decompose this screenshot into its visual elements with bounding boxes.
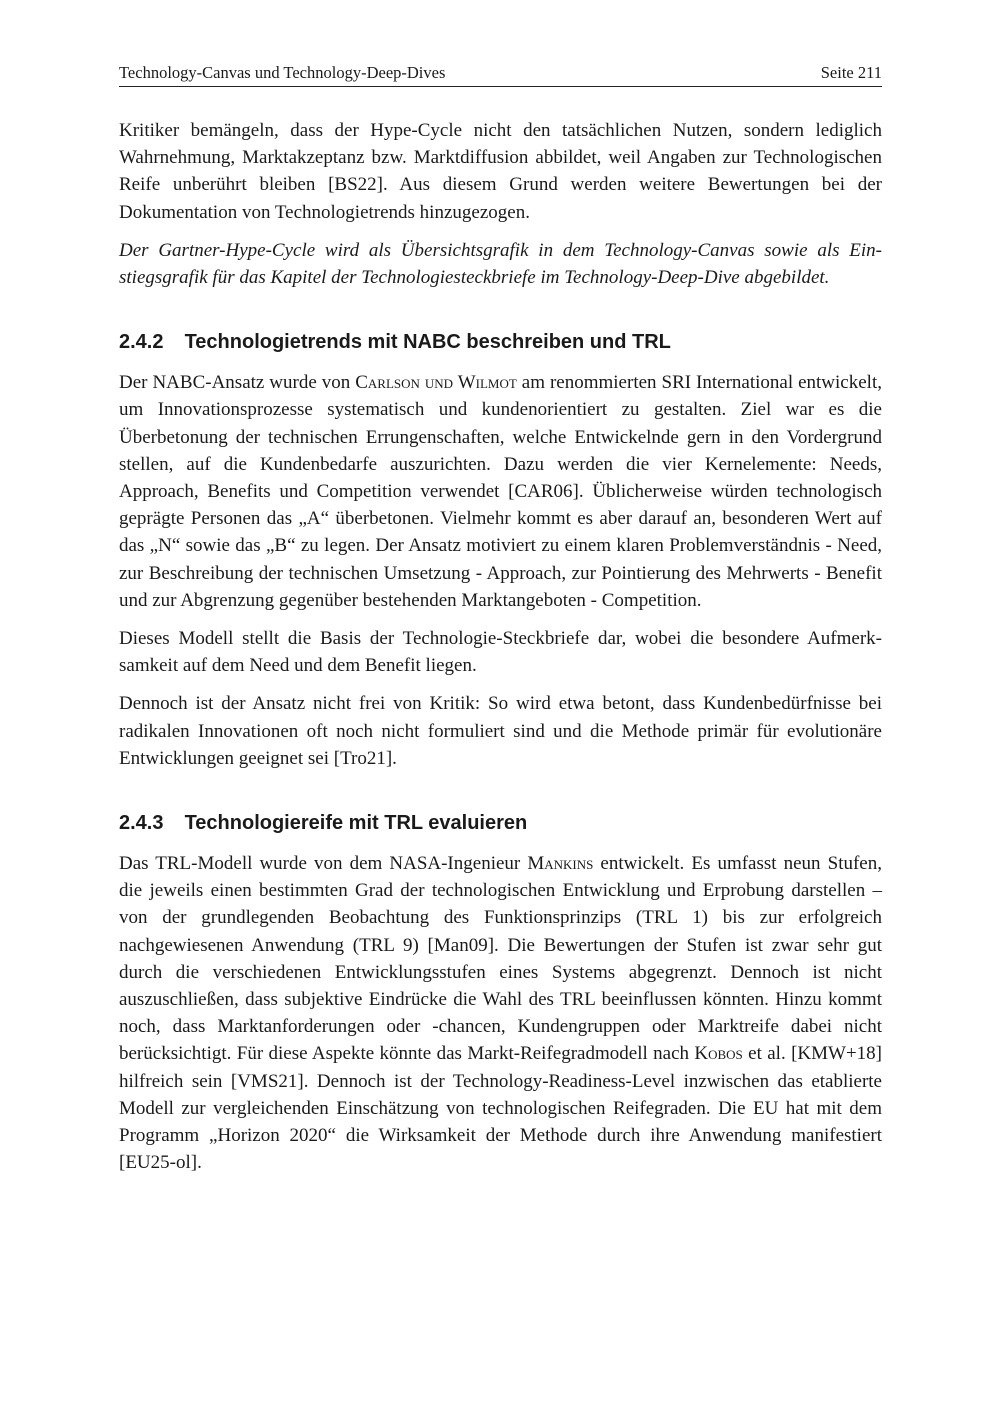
section-heading-2-4-3 bbox=[119, 810, 882, 836]
trl-paragraph-end: et al. [KMW+18] hilfreich sein [VMS21]. Dennoch ist der Technology-Readiness-Level inzwischen das etablierte Modell zur vergleichenden Einschätzung von technologischen Reifegraden. Die EU hat mit dem Programm „Horizon 2020“ die Wirksamkeit der Methode durch ihre Anwendung manifestiert [EU25-ol]. bbox=[119, 1043, 882, 1174]
model-basis-paragraph: Dieses Modell stellt die Basis der Technologie-Steckbriefe dar, wobei die besondere Aufmerksamkeit auf dem Need und dem Benefit liegen. bbox=[119, 628, 882, 677]
nabc-paragraph bbox=[119, 369, 882, 614]
section-title: Technologietrends mit NABC beschreiben und TRL bbox=[184, 331, 671, 354]
author-name-kobos: Kobos bbox=[694, 1043, 743, 1065]
section-number: 2.4.3 bbox=[119, 812, 164, 835]
author-names: Carlson und Wilmot bbox=[355, 372, 517, 394]
trl-paragraph-middle: entwickelt. Es umfasst neun Stufen, die jeweils einen bestimmten Grad der technologischen Entwicklung und Erprobung darstellen – von der grundlegenden Beobachtung des Funktionsprinzips (TRL 1) bis zur erfolgreich nachgewiesenen Anwendung (TRL 9) [Man09]. Die Bewertungen der Stufen ist zwar sehr gut durch die verschiedenen Entwicklungsstufen eines Systems abgegrenzt. Dennoch ist nicht auszuschließen, dass subjektive Eindrücke die Wahl des TRL beeinflussen könnten. Hinzu kommt noch, dass Marktanforderungen oder -chancen, Kundengruppen oder Marktreife dabei nicht berücksichtigt. Für diese Aspekte könnte das Markt-Reifegradmodell nach bbox=[119, 853, 882, 1065]
intro-note-italic: Der Gartner-Hype-Cycle wird als Übersichtsgrafik in dem Technology-Canvas sowie als Einstiegsgrafik für das Kapitel der Technologiesteckbriefe im Technology-Deep-Dive abgebildet. bbox=[119, 239, 882, 289]
intro-paragraph: Kritiker bemängeln, dass der Hype-Cycle nicht den tatsächlichen Nutzen, sondern lediglich Wahrnehmung, Marktakzeptanz bzw. Marktdiffusion abbildet, weil Angaben zur Technologischen Reife unberührt bleiben [BS22]. Aus diesem Grund werden weitere Bewertungen bei der Dokumentation von Technologietrends hinzugezogen. bbox=[119, 120, 882, 223]
running-header bbox=[119, 62, 882, 87]
trl-paragraph bbox=[119, 850, 882, 1176]
nabc-paragraph-rest: am renommierten SRI International entwickelt, um Innovationsprozesse systematisch und kundenorientiert zu gestalten. Ziel war es die Überbetonung der technischen Errungenschaften, welche Entwickelnde gern in den Vordergrund stellen, auf die Kundenbedarfe auszurichten. Dazu werden die vier Kernelemente: Needs, Approach, Benefits und Competition verwendet [CAR06]. Üblicherweise würden technologisch geprägte Personen das „A“ überbetonen. Vielmehr kommt es aber darauf an, besonderen Wert auf das „N“ sowie das „B“ zu legen. Der Ansatz motiviert zu einem klaren Problemverständnis - Need, zur Beschreibung der technischen Umsetzung - Approach, zur Pointierung des Mehrwerts - Benefit und zur Abgrenzung gegenüber bestehenden Marktangeboten - Competition. bbox=[119, 372, 882, 611]
criticism-paragraph: Dennoch ist der Ansatz nicht frei von Kritik: So wird etwa betont, dass Kundenbedürfnisse bei radikalen Innovationen oft noch nicht formuliert sind und die Methode primär für evolutionäre Entwicklungen geeignet sei [Tro21]. bbox=[119, 693, 882, 769]
nabc-paragraph-start: Der NABC-Ansatz wurde von bbox=[119, 372, 356, 394]
author-name-mankins: Mankins bbox=[527, 853, 594, 875]
page-body bbox=[119, 87, 882, 1177]
page-number: Seite 211 bbox=[820, 63, 882, 82]
running-title: Technology-Canvas und Technology-Deep-Dives bbox=[119, 63, 446, 82]
document-page bbox=[119, 62, 882, 1188]
trl-paragraph-start: Das TRL-Modell wurde von dem NASA-Ingenieur bbox=[119, 853, 528, 875]
section-heading-2-4-2 bbox=[119, 329, 882, 355]
section-number: 2.4.2 bbox=[119, 331, 164, 354]
section-title: Technologiereife mit TRL evaluieren bbox=[184, 812, 528, 835]
